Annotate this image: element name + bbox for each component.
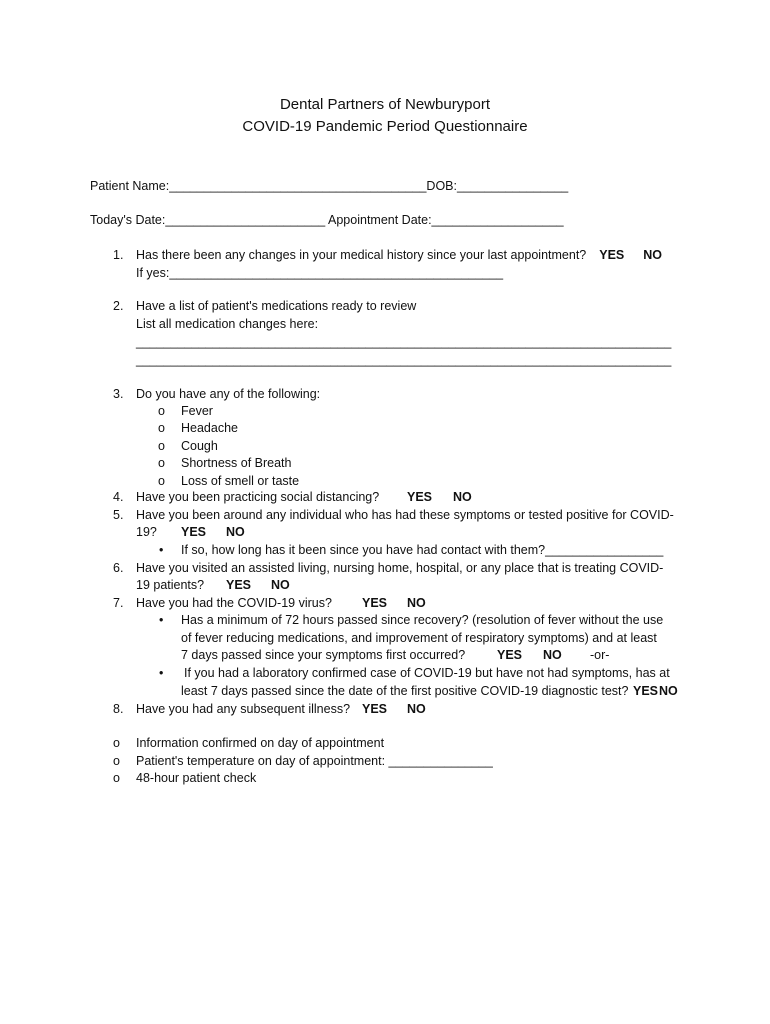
yes-option[interactable]: YES xyxy=(633,684,659,698)
contact-duration-field[interactable]: If so, how long has it been since you have had contact with them?_________________ xyxy=(181,543,664,557)
question-text: Have you had the COVID-19 virus? xyxy=(136,596,332,610)
question-number: 1. xyxy=(113,248,124,262)
yes-option[interactable]: YES xyxy=(181,525,207,539)
yes-option[interactable]: YES xyxy=(599,248,625,262)
question-1-text xyxy=(136,247,662,265)
question-number: 4. xyxy=(113,490,124,504)
circle-marker: o xyxy=(113,736,120,750)
medication-changes-line-1[interactable]: _____________________________________________________________________________ xyxy=(136,335,672,349)
question-text: Have you had any subsequent illness? xyxy=(136,702,351,716)
form-title: COVID-19 Pandemic Period Questionnaire xyxy=(242,118,528,135)
checklist-temperature[interactable]: Patient's temperature on day of appointment: _______________ xyxy=(136,754,493,768)
symptom-fever[interactable]: Fever xyxy=(181,404,213,418)
no-option[interactable]: NO xyxy=(226,525,245,539)
question-text: Has there been any changes in your medical history since your last appointment? xyxy=(136,248,587,262)
no-option[interactable]: NO xyxy=(543,648,562,662)
checklist-48-hour-check[interactable]: 48-hour patient check xyxy=(136,771,257,785)
question-text: Have you been practicing social distancing? xyxy=(136,490,380,504)
medication-changes-line-2[interactable]: _____________________________________________________________________________ xyxy=(136,353,672,367)
yes-option[interactable]: YES xyxy=(407,490,433,504)
no-option[interactable]: NO xyxy=(659,684,678,698)
circle-marker: o xyxy=(113,754,120,768)
circle-marker: o xyxy=(158,439,165,453)
question-number: 5. xyxy=(113,508,124,522)
circle-marker: o xyxy=(158,456,165,470)
circle-marker: o xyxy=(113,771,120,785)
symptom-loss-of-smell[interactable]: Loss of smell or taste xyxy=(181,474,300,488)
question-text: Do you have any of the following: xyxy=(136,387,321,401)
question-text: Have you visited an assisted living, nursing home, hospital, or any place that is treating COVID- xyxy=(136,561,664,575)
patient-name-dob-field[interactable]: Patient Name:_____________________________________DOB:________________ xyxy=(90,179,569,193)
checklist-info-confirmed[interactable]: Information confirmed on day of appointment xyxy=(136,736,385,750)
no-option[interactable]: NO xyxy=(407,702,426,716)
question-text-continued: 19 patients? xyxy=(136,578,205,592)
yes-option[interactable]: YES xyxy=(226,578,252,592)
todays-date-appointment-field[interactable]: Today's Date:_______________________ Appointment Date:___________________ xyxy=(90,213,564,227)
circle-marker: o xyxy=(158,474,165,488)
circle-marker: o xyxy=(158,404,165,418)
question-number: 6. xyxy=(113,561,124,575)
clinic-name: Dental Partners of Newburyport xyxy=(279,96,491,113)
or-separator: -or- xyxy=(590,648,610,662)
yes-option[interactable]: YES xyxy=(362,596,388,610)
no-option[interactable]: NO xyxy=(453,490,472,504)
recovery-question-line-1: Has a minimum of 72 hours passed since recovery? (resolution of fever without the use xyxy=(181,613,664,627)
question-text-continued: 19? xyxy=(136,525,157,539)
no-option[interactable]: NO xyxy=(643,248,662,262)
symptom-cough[interactable]: Cough xyxy=(181,439,218,453)
bullet-marker: • xyxy=(159,543,164,557)
lab-confirmed-question-line-2: least 7 days passed since the date of the first positive COVID-19 diagnostic test? xyxy=(181,684,629,698)
lab-confirmed-question-line-1: If you had a laboratory confirmed case of COVID-19 but have not had symptoms, has at xyxy=(184,666,670,680)
no-option[interactable]: NO xyxy=(271,578,290,592)
question-number: 7. xyxy=(113,596,124,610)
medication-changes-label: List all medication changes here: xyxy=(136,317,319,331)
bullet-marker: • xyxy=(159,613,164,627)
bullet-marker: • xyxy=(159,666,164,680)
symptom-shortness-of-breath[interactable]: Shortness of Breath xyxy=(181,456,292,470)
question-text: Have a list of patient's medications ready to review xyxy=(136,299,417,313)
question-number: 2. xyxy=(113,299,124,313)
recovery-question-line-2: of fever reducing medications, and improvement of respiratory symptoms) and at least xyxy=(181,631,657,645)
no-option[interactable]: NO xyxy=(407,596,426,610)
yes-option[interactable]: YES xyxy=(497,648,523,662)
symptom-headache[interactable]: Headache xyxy=(181,421,238,435)
recovery-question-line-3: 7 days passed since your symptoms first occurred? xyxy=(181,648,466,662)
question-text: Have you been around any individual who has had these symptoms or tested positive for COVID- xyxy=(136,508,674,522)
question-number: 8. xyxy=(113,702,124,716)
if-yes-field[interactable]: If yes:________________________________________________ xyxy=(136,266,504,280)
question-number: 3. xyxy=(113,387,124,401)
circle-marker: o xyxy=(158,421,165,435)
yes-option[interactable]: YES xyxy=(362,702,388,716)
